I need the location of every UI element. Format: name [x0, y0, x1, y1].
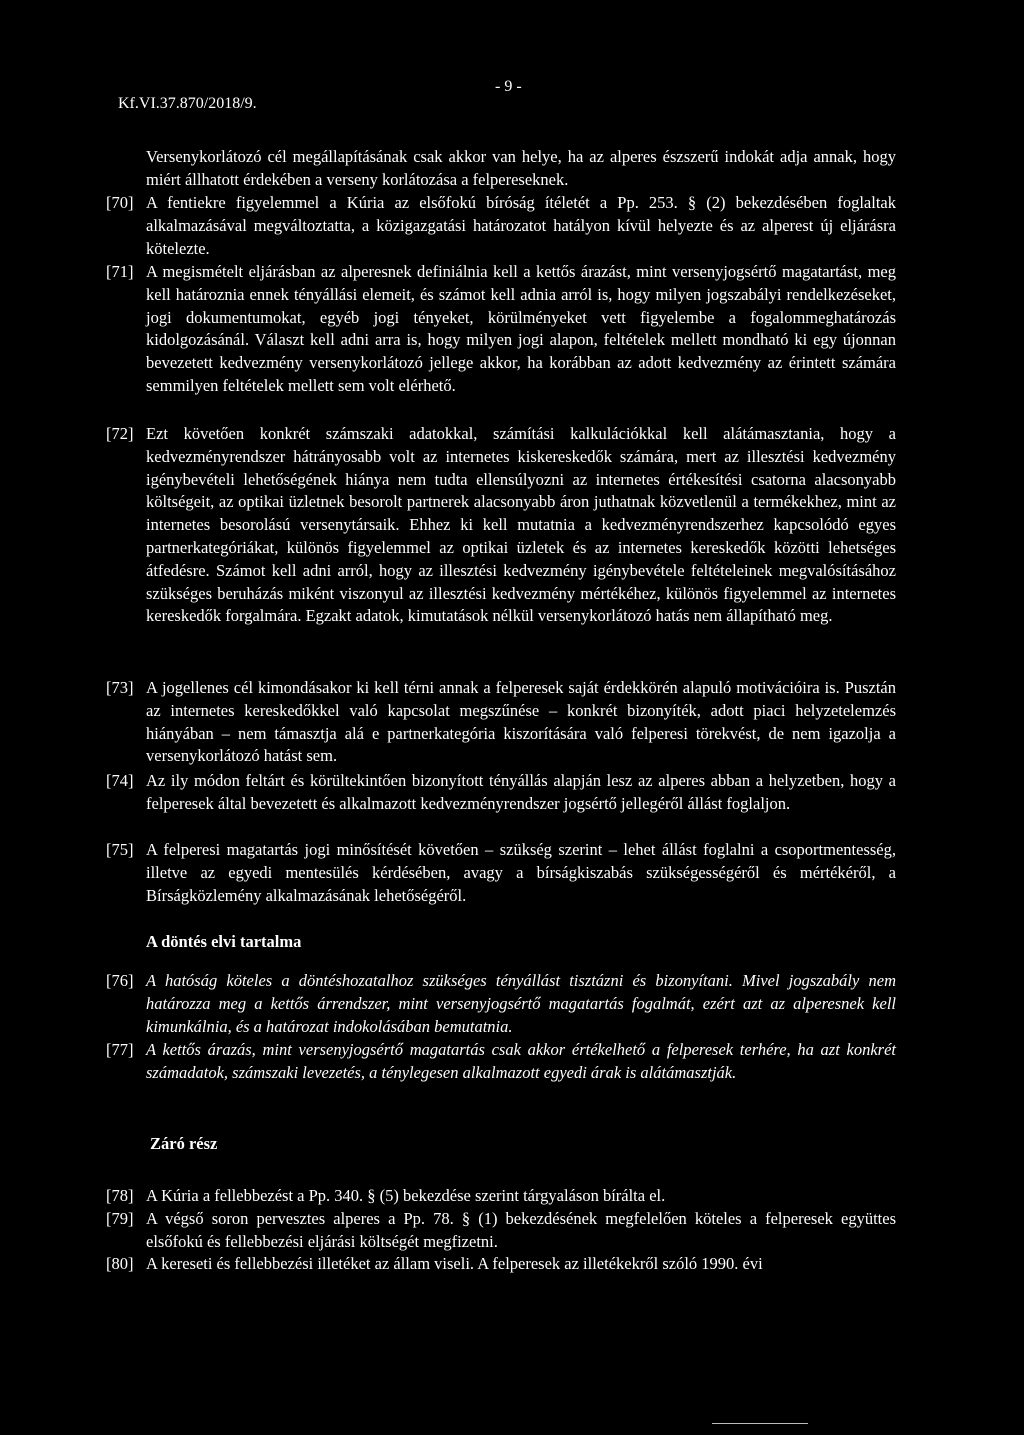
intro-paragraph: Versenykorlátozó cél megállapításának csak akkor van helye, ha az alperes észszerű indokát adja annak, hogy miért állhatott érdekében a verseny korlátozása a felpereseknek.: [146, 147, 896, 189]
paragraph-text: A hatóság köteles a döntéshozatalhoz szükséges tényállást tisztázni és bizonyítani. Mivel jogszabály nem határozza meg a kettős árrendszer, mint versenyjogsértő magatartás fogalmát, ezért azt az alperesnek kell kimunkálnia, és a határozat indokolásában bemutatnia.: [146, 971, 896, 1036]
heading-principle: A döntés elvi tartalma: [146, 932, 302, 951]
heading-closing: Záró rész: [150, 1134, 218, 1153]
paragraph-72: [106, 423, 896, 628]
paragraph-number: [74]: [106, 771, 134, 790]
paragraph-79: [106, 1208, 896, 1254]
paragraph-76: [106, 970, 896, 1038]
paragraph-text: Az ily módon feltárt és körültekintően bizonyított tényállás alapján lesz az alperes abban a helyzetben, hogy a felperesek által bevezetett és alkalmazott kedvezményrendszer jogsértő jellegéről állást foglaljon.: [146, 771, 896, 813]
paragraph-number: [79]: [106, 1209, 134, 1228]
paragraph-number: [78]: [106, 1186, 134, 1205]
paragraph-text: A megismételt eljárásban az alperesnek definiálnia kell a kettős árazást, mint versenyjogsértő magatartást, meg kell határoznia ennek tényállási elemeit, és számot kell adnia arról is, hogy milyen jogszabályi rendelkezéseket, jogi dokumentumokat, egyéb jogi tényeket, körülményeket vett figyelembe a fogalommeghatározás kidolgozásánál. Választ kell adni arra is, hogy milyen jogi alapon, feltételek mellett mondható ki egy újonnan bevezetett kedvezmény versenykorlátozó jellege akkor, ha korábban az adott kedvezmény az érintett számára semmilyen feltételek mellett sem volt elérhető.: [146, 262, 896, 395]
paragraph-71: [106, 261, 896, 398]
paragraph-number: [71]: [106, 262, 134, 281]
paragraph-text: Ezt követően konkrét számszaki adatokkal, számítási kalkulációkkal kell alátámasztania, hogy a kedvezményrendszer hátrányosabb volt az internetes kiskereskedők számára, mert az illesztési kedvezmény igénybevételi lehetőségének hiánya nem tudta ellensúlyozni az internetes értékesítési csatorna alacsonyabb költségeit, az optikai üzletnek besorolt partnerek alacsonyabb áron juthatnak közvetlenül a termékekhez, mint az internetes besorolású versenytársaik. Ehhez ki kell mutatnia a kedvezményrendszerhez kapcsolódó egyes partnerkategóriákat, különös figyelemmel az optikai üzletek és az internetes kereskedők közötti lehetséges átfedésre. Számot kell adni arról, hogy az illesztési kedvezmény igénybevétele feltételeinek megvalósításához szükséges beruházás miként viszonyul az illesztési kedvezmény mértékéhez, különös figyelemmel az internetes kereskedők forgalmára. Egzakt adatok, kimutatások nélkül versenykorlátozó hatás nem állapítható meg.: [146, 424, 896, 626]
page-number: - 9 -: [495, 78, 522, 95]
paragraph-number: [80]: [106, 1254, 134, 1273]
paragraph-number: [70]: [106, 193, 134, 212]
paragraph-number: [77]: [106, 1040, 134, 1059]
paragraph-74: [106, 770, 896, 816]
case-reference: Kf.VI.37.870/2018/9.: [118, 95, 257, 112]
paragraph-75: [106, 839, 896, 907]
paragraph-text: A fentiekre figyelemmel a Kúria az elsőfokú bíróság ítéletét a Pp. 253. § (2) bekezdésében foglaltak alkalmazásával megváltoztatta, a közigazgatási határozatot hatályon kívül helyezte és az alperest új eljárásra kötelezte.: [146, 193, 896, 258]
paragraph-text: A kettős árazás, mint versenyjogsértő magatartás csak akkor értékelhető a felperesek terhére, ha azt konkrét számadatok, számszaki levezetés, a ténylegesen alkalmazott egyedi árak is alátámasztják.: [146, 1040, 896, 1082]
paragraph-text: A kereseti és fellebbezési illetéket az állam viseli. A felperesek az illetékekről szóló 1990. évi: [146, 1254, 763, 1273]
paragraph-text: A jogellenes cél kimondásakor ki kell térni annak a felperesek saját érdekkörén alapuló motivációira is. Pusztán az internetes kereskedőkkel való kapcsolat megszűnése – konkrét bizonyíték, adott piaci helyzetelemzés hiányában – nem támasztja alá e partnerkategória kiszorítására való felperesi törekvést, de nem igazolja a versenykorlátozó hatást sem.: [146, 678, 896, 766]
paragraph-77: [106, 1039, 896, 1085]
paragraph-number: [75]: [106, 840, 134, 859]
paragraph-text: A felperesi magatartás jogi minősítését követően – szükség szerint – lehet állást foglalni a csoportmentesség, illetve az egyedi mentesülés kérdésében, avagy a bírságkiszabás szükségességéről és mértékéről, a Bírságközlemény alkalmazásának lehetőségéről.: [146, 840, 896, 905]
paragraph-number: [76]: [106, 971, 134, 990]
paragraph-text: A végső soron pervesztes alperes a Pp. 78. § (1) bekezdésének megfelelően köteles a felperesek együttes elsőfokú és fellebbezési eljárási költségét megfizetni.: [146, 1209, 896, 1251]
paragraph-70: [106, 192, 896, 260]
paragraph-73: [106, 677, 896, 768]
footer-rule: [712, 1423, 808, 1424]
paragraph-80: [106, 1253, 896, 1276]
paragraph-number: [72]: [106, 424, 134, 443]
paragraph-78: [106, 1185, 896, 1208]
paragraph-number: [73]: [106, 678, 134, 697]
paragraph-text: A Kúria a fellebbezést a Pp. 340. § (5) bekezdése szerint tárgyaláson bírálta el.: [146, 1186, 666, 1205]
